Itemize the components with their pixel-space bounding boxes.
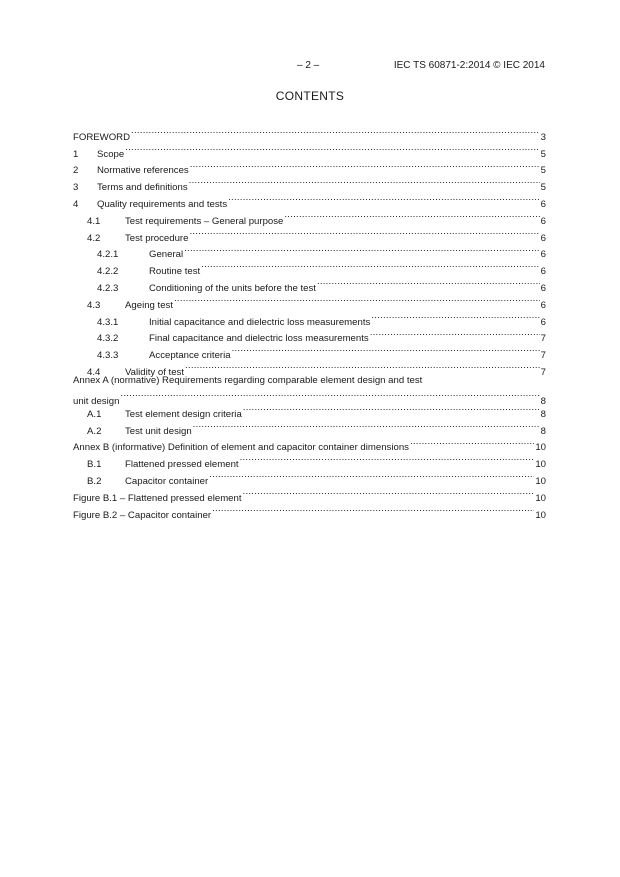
toc-entry-normative-references[interactable] xyxy=(73,157,546,177)
figure-entry-title: Figure B.2 – Capacitor container xyxy=(73,509,212,521)
toc-entry-page: 6 xyxy=(540,282,546,294)
toc-entry-title: Test element design criteria xyxy=(125,408,242,420)
toc-entry-page: 6 xyxy=(540,266,546,278)
toc-entry-title: Scope xyxy=(97,148,125,160)
toc-entry-page: 6 xyxy=(540,299,546,311)
toc-entry-number: A.1 xyxy=(87,408,102,420)
toc-entry-page: 5 xyxy=(540,165,546,177)
page-title: CONTENTS xyxy=(275,89,345,103)
toc-entry-title: Test procedure xyxy=(125,232,189,244)
toc-entry-number: B.2 xyxy=(87,475,102,487)
dot-leader xyxy=(370,325,540,342)
toc-entry-title: FOREWORD xyxy=(73,131,131,143)
dot-leader xyxy=(410,434,534,451)
toc-entry-number: 1 xyxy=(73,148,79,160)
toc-entry-page: 6 xyxy=(540,316,546,328)
toc-entry-page: 8 xyxy=(540,395,546,407)
toc-entry-number: 3 xyxy=(73,182,79,194)
toc-entry-title: Routine test xyxy=(149,266,201,278)
toc-entry-number: 4.2 xyxy=(87,232,101,244)
toc-entry-page: 6 xyxy=(540,215,546,227)
toc-entry-number: 4.1 xyxy=(87,215,101,227)
toc-entry-page: 5 xyxy=(540,148,546,160)
toc-entry-title: Test requirements – General purpose xyxy=(125,215,284,227)
toc-entry-title: Normative references xyxy=(97,165,189,177)
figure-entry-title: Figure B.1 – Flattened pressed element xyxy=(73,492,242,504)
dot-leader xyxy=(193,417,540,434)
toc-entry-page: 10 xyxy=(535,475,546,487)
document-reference: IEC TS 60871-2:2014 © IEC 2014 xyxy=(393,60,545,71)
toc-entry-title: Test unit design xyxy=(125,425,192,437)
toc-entry-page: 6 xyxy=(540,232,546,244)
toc-entry-title: General xyxy=(149,249,184,261)
dot-leader xyxy=(184,241,540,258)
dot-leader xyxy=(174,291,540,308)
toc-entry-title: Conditioning of the units before the test xyxy=(149,282,316,294)
toc-entry-number: 4.3.3 xyxy=(97,350,119,362)
figure-entry-page: 10 xyxy=(535,509,546,521)
toc-entry-page: 7 xyxy=(540,333,546,345)
dot-leader xyxy=(125,140,539,157)
toc-entry-number: 4.3.2 xyxy=(97,333,119,345)
toc-entry-title: Quality requirements and tests xyxy=(97,198,228,210)
toc-entry-page: 10 xyxy=(535,442,546,454)
toc-entry-title: unit design xyxy=(73,395,120,407)
toc-entry-number: 4.2.1 xyxy=(97,249,119,261)
toc-entry-annex-a-title[interactable]: Annex A (normative) Requirements regarding comparable element design and test xyxy=(73,374,423,386)
toc-entry-annex-a[interactable] xyxy=(73,387,546,407)
toc-entry-title: Terms and definitions xyxy=(97,182,188,194)
toc-entry-number: 4.4 xyxy=(87,366,101,378)
dot-leader xyxy=(201,257,539,274)
toc-entry-page: 3 xyxy=(540,131,546,143)
toc-entry-page: 7 xyxy=(540,366,546,378)
toc-entry-page: 5 xyxy=(540,182,546,194)
toc-entry-page: 10 xyxy=(535,459,546,471)
dot-leader xyxy=(185,358,540,375)
dot-leader xyxy=(232,341,540,358)
toc-entry-title: Flattened pressed element xyxy=(125,459,239,471)
figure-entry-page: 10 xyxy=(535,492,546,504)
dot-leader xyxy=(240,450,535,467)
toc-entry-title: Ageing test xyxy=(125,299,174,311)
toc-entry-number: 4.3.1 xyxy=(97,316,119,328)
toc-entry-number: 4.2.3 xyxy=(97,282,119,294)
toc-entry-page: 8 xyxy=(540,408,546,420)
dot-leader xyxy=(209,467,534,484)
toc-entry-scope[interactable] xyxy=(73,140,546,160)
dot-leader xyxy=(243,400,540,417)
page-number: – 2 – xyxy=(297,60,320,71)
toc-entry-number: 4.2.2 xyxy=(97,266,119,278)
toc-entry-title: Initial capacitance and dielectric loss measurements xyxy=(149,316,371,328)
dot-leader xyxy=(317,274,540,291)
dot-leader xyxy=(243,484,535,501)
toc-entry-page: 8 xyxy=(540,425,546,437)
toc-entry-title: Final capacitance and dielectric loss measurements xyxy=(149,333,369,345)
toc-entry-page: 7 xyxy=(540,350,546,362)
dot-leader xyxy=(189,224,539,241)
toc-entry-title: Acceptance criteria xyxy=(149,350,231,362)
toc-entry-number: 4 xyxy=(73,198,79,210)
dot-leader xyxy=(189,173,540,190)
figure-entry-b1[interactable] xyxy=(73,484,546,504)
dot-leader xyxy=(284,207,539,224)
toc-entry-number: A.2 xyxy=(87,425,102,437)
table-of-contents xyxy=(73,123,546,487)
toc-entry-foreword[interactable] xyxy=(73,123,546,143)
page-header xyxy=(0,60,620,74)
dot-leader xyxy=(190,157,540,174)
toc-entry-page: 6 xyxy=(540,198,546,210)
dot-leader xyxy=(228,190,540,207)
toc-entry-title: Validity of test xyxy=(125,366,185,378)
toc-entry-page: 6 xyxy=(540,249,546,261)
toc-entry-title: Annex B (informative) Definition of element and capacitor container dimensions xyxy=(73,442,409,454)
list-of-figures xyxy=(73,484,546,521)
toc-entry-title: Capacitor container xyxy=(125,475,209,487)
toc-entry-number: 4.3 xyxy=(87,299,101,311)
dot-leader xyxy=(371,308,539,325)
toc-entry-number: 2 xyxy=(73,165,79,177)
toc-entry-number: B.1 xyxy=(87,459,102,471)
dot-leader xyxy=(131,123,540,140)
dot-leader xyxy=(212,501,534,518)
